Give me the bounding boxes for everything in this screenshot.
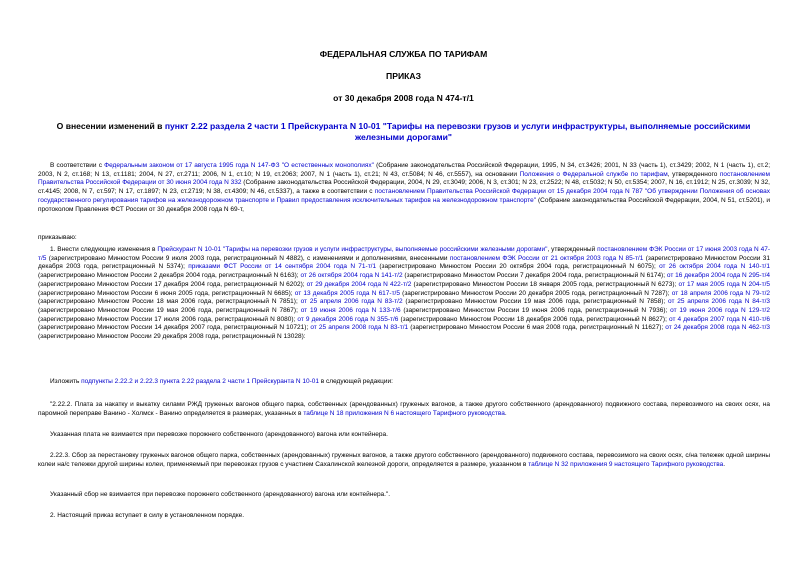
link-fst-140[interactable]: от 26 октября 2004 года N 140-т/1 bbox=[659, 263, 770, 271]
paragraph-order: приказываю: bbox=[38, 234, 77, 241]
text: В соответствии с bbox=[50, 162, 105, 169]
link-fst-617[interactable]: от 13 декабря 2005 года N 617-т/5 bbox=[294, 289, 400, 297]
date-number-heading: от 30 декабря 2008 года N 474-т/1 bbox=[333, 93, 474, 103]
paragraph-2-22-2 bbox=[38, 401, 770, 418]
link-fst-141[interactable]: от 26 октября 2004 года N 141-т/2 bbox=[300, 272, 403, 280]
link-table-18[interactable]: таблице N 18 приложения N 6 настоящего Тарифного руководства bbox=[303, 409, 505, 417]
paragraph-effective: 2. Настоящий приказ вступает в силу в установленном порядке. bbox=[50, 512, 245, 519]
link-table-32[interactable]: таблице N 32 приложения 9 настоящего Тарифного руководства bbox=[528, 460, 724, 468]
title-link[interactable]: пункт 2.22 раздела 2 части 1 Прейскуранта N 10-01 "Тарифы на перевозки грузов и услуги инфраструктуры, выполняемые российскими железными дорогами" bbox=[164, 121, 751, 142]
text: (Собрание законодательства Российской Федерации, 1995, N 34, ст.3426; 2001, N 33 (часть 1), ст.3429; 2002, N 1 (часть 1), ст.2; 2003, N 2, ст.168; N 13, ст.1181; 2004, N 27, ст.2711; 2006, N 1, ст.10; N 19, ст.2063; 2007, N 1 (часть 1), ст.21; N 43, ст.5084; N 46, ст.5557), на основании bbox=[38, 162, 771, 178]
link-subparagraphs[interactable]: подпункты 2.22.2 и 2.22.3 пункта 2.22 раздела 2 части 1 Прейскуранта N 10-01 bbox=[81, 378, 319, 385]
text: (зарегистрировано Минюстом России 6 мая 2008 года, регистрационный N 11627); bbox=[408, 324, 666, 332]
link-fst-410[interactable]: от 4 декабря 2007 года N 410-т/6 bbox=[668, 315, 770, 323]
link-fst-71[interactable]: приказами ФСТ России от 14 сентября 2004 года N 71-т/1 bbox=[188, 263, 377, 271]
text: (зарегистрировано Минюстом России 18 декабря 2006 года, регистрационный N 8627); bbox=[398, 315, 669, 323]
text: , утвержденного bbox=[667, 170, 720, 178]
link-fst-83-2006[interactable]: от 25 апреля 2006 года N 83-т/2 bbox=[300, 298, 403, 306]
text: (зарегистрировано Минюстом России 20 октября 2004 года, регистрационный N 6075); bbox=[376, 263, 660, 271]
link-fst-462[interactable]: от 24 декабря 2008 года N 462-т/3 bbox=[665, 324, 770, 332]
text: (зарегистрировано Минюстом России 9 июля 2003 года, регистрационный N 4882), с изменениями и дополнениями, внесенными bbox=[46, 254, 450, 262]
link-fst-204[interactable]: от 17 мая 2005 года N 204-т/5 bbox=[678, 280, 770, 288]
link-fst-133[interactable]: от 19 июня 2006 года N 133-т/6 bbox=[300, 306, 401, 314]
text: (Собрание законодательства Российской Федерации, 2004, N 51, ст.5201), и протоколом Правления ФСТ России от 30 декабря 2008 года N 69-т, bbox=[38, 196, 770, 213]
paragraph-charge-exemption: Указанный сбор не взимается при перевозке порожнего собственного (арендованного) вагона или контейнера.". bbox=[50, 491, 391, 498]
text: . bbox=[723, 460, 726, 468]
text: , утвержденный bbox=[547, 246, 598, 253]
link-fst-355[interactable]: от 9 декабря 2006 года N 355-т/6 bbox=[297, 315, 399, 323]
link-fek-85[interactable]: постановлением ФЭК России от 21 октября 2003 года N 85-т/1 bbox=[449, 254, 644, 262]
text: в следующей редакции: bbox=[318, 378, 393, 385]
text: (зарегистрировано Минюстом России 20 декабря 2005 года, регистрационный N 7287); bbox=[399, 289, 672, 297]
text: (зарегистрировано Минюстом России 29 декабря 2008 года, регистрационный N 13028): bbox=[38, 333, 306, 341]
link-fst-regulation[interactable]: Положения о Федеральной службе по тарифам bbox=[519, 170, 668, 178]
link-government-resolution-787[interactable]: постановлением Правительства Российской Федерации от 15 декабря 2004 года N 787 "Об утверждении Положения об основах государственного регулирования тарифов на железнодорожном транспорте и Правил предоставления исключительных тарифов на железнодорожном транспорте" bbox=[38, 188, 770, 204]
link-fst-129[interactable]: от 19 июня 2006 года N 129-т/2 bbox=[670, 306, 770, 314]
paragraph-2-22-3 bbox=[38, 452, 770, 469]
link-fst-295[interactable]: от 16 декабря 2004 года N 295-т/4 bbox=[666, 272, 770, 280]
title-text: О внесении изменений в bbox=[56, 121, 165, 131]
paragraph-basis bbox=[38, 162, 770, 214]
text: (зарегистрировано Минюстом России 19 мая 2006 года, регистрационный N 7858); bbox=[402, 298, 668, 306]
paragraph-fee-exemption: Указанная плата не взимается при перевозке порожнего собственного (арендованного) вагона или контейнера. bbox=[50, 431, 388, 438]
agency-heading: ФЕДЕРАЛЬНАЯ СЛУЖБА ПО ТАРИФАМ bbox=[319, 49, 488, 59]
text: . bbox=[504, 409, 507, 417]
text: (зарегистрировано Минюстом России 14 декабря 2007 года, регистрационный N 10721); bbox=[38, 324, 311, 332]
text: (зарегистрировано Минюстом России 17 декабря 2004 года, регистрационный N 6202); bbox=[38, 280, 307, 288]
link-price-list[interactable]: Прейскурант N 10-01 "Тарифы на перевозки грузов и услуги инфраструктуры, выполняемые российскими железными дорогами" bbox=[157, 246, 548, 253]
link-fst-79[interactable]: от 18 апреля 2006 года N 79-т/2 bbox=[671, 289, 770, 297]
link-fst-84[interactable]: от 25 апреля 2006 года N 84-т/3 bbox=[668, 298, 771, 306]
text: (зарегистрировано Минюстом России 18 января 2005 года, регистрационный N 6273); bbox=[411, 280, 679, 288]
text: (зарегистрировано Минюстом России 6 июня 2005 года, регистрационный N 6685); bbox=[38, 289, 295, 297]
text: (зарегистрировано Минюстом России 7 декабря 2004 года, регистрационный N 6174); bbox=[402, 272, 667, 280]
link-fst-422[interactable]: от 29 декабря 2004 года N 422-т/2 bbox=[306, 280, 412, 288]
text: (зарегистрировано Минюстом России 2 декабря 2004 года, регистрационный N 6163); bbox=[38, 272, 301, 280]
text: (зарегистрировано Минюстом России 19 мая 2006 года, регистрационный N 7867); bbox=[38, 306, 301, 314]
paragraph-amendments bbox=[38, 246, 770, 342]
link-federal-law[interactable]: Федеральным законом от 17 августа 1995 года N 147-ФЗ "О естественных монополиях" bbox=[104, 162, 374, 169]
doc-type-heading: ПРИКАЗ bbox=[386, 71, 421, 81]
text: (зарегистрировано Минюстом России 19 июня 2006 года, регистрационный N 7936); bbox=[400, 306, 671, 314]
paragraph-restate bbox=[38, 378, 770, 387]
text: Изложить bbox=[50, 378, 82, 385]
text: (зарегистрировано Минюстом России 17 июля 2006 года, регистрационный N 8080); bbox=[38, 315, 298, 323]
text: (Собрание законодательства Российской Федерации, 2004, N 29, ст.3049; 2006, N 3, ст.301; N 23, ст.2522; N 48, ст.5032; N 50, ст.5354; 2007, N 16, ст.1912; N 25, ст.3039; N 32, ст.4145; 2008, N 7, ст.597; N 17, ст.1897; N 23, ст.2719; N 38, ст.4309; N 46, ст.5337), а также в соответствии с bbox=[38, 179, 770, 196]
document-title bbox=[46, 121, 761, 143]
link-fek-47[interactable]: постановлением ФЭК России от 17 июня 2003 года N 47-т/5 bbox=[38, 246, 770, 262]
text: 1. Внести следующие изменения в bbox=[50, 246, 158, 253]
link-government-resolution-332[interactable]: постановлением Правительства Российской Федерации от 30 июня 2004 года N 332 bbox=[38, 170, 771, 187]
text: "2.22.2. Плата за накатку и выкатку силами РЖД груженых вагонов общего парка, собственных (арендованных) груженых вагонов, а также другого собственного (арендованного) подвижного состава, перевозимого на своих осях, на паромной переправе Ванино - Холмск - Ванино определяется в размерах, указанных в bbox=[38, 401, 770, 417]
text: (зарегистрировано Минюстом России 31 декабря 2003 года, регистрационный N 5374); bbox=[38, 254, 770, 271]
link-fst-83-2008[interactable]: от 25 апреля 2008 года N 83-т/1 bbox=[310, 324, 409, 332]
text: 2.22.3. Сбор за перестановку груженых вагонов общего парка, собственных (арендованных) груженых вагонов, а также другого собственного (арендованного) подвижного состава, перевозимого на своих осях, с/на тележек одной ширины колеи на/с тележки другой ширины колеи, применяемый при перевозках грузов с участием Сахалинской железной дороги, определяется в размере, указанном в bbox=[38, 452, 770, 468]
text: (зарегистрировано Минюстом России 18 мая 2006 года, регистрационный N 7851); bbox=[38, 298, 301, 306]
